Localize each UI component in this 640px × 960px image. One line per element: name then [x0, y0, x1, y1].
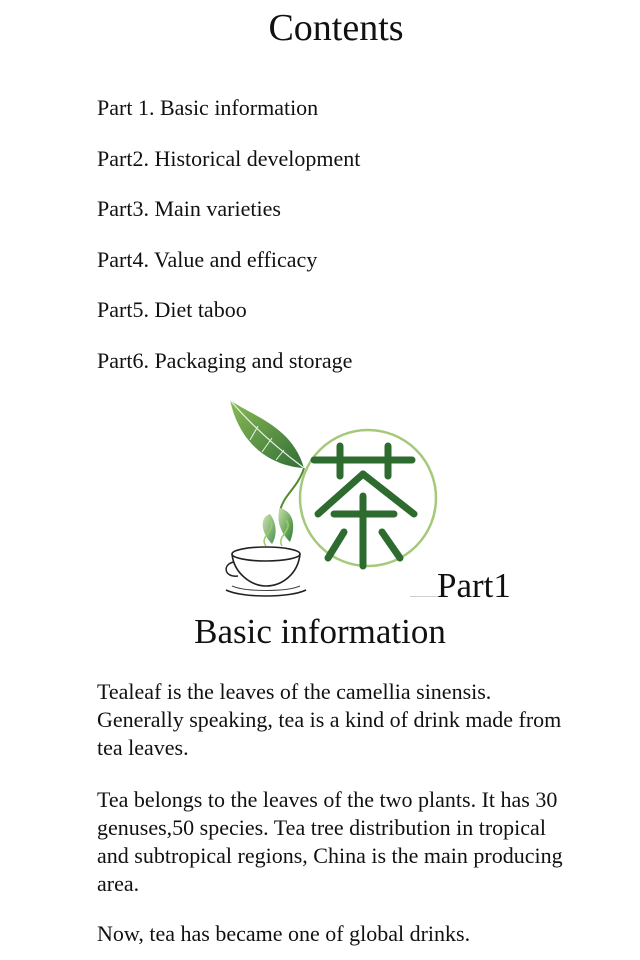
toc-item-part3: Part3. Main varieties — [97, 196, 281, 222]
section-title: Basic information — [194, 612, 446, 651]
paragraph-1: Tealeaf is the leaves of the camellia sinensis. Generally speaking, tea is a kind of drink made from tea leaves. — [97, 679, 562, 760]
toc-item-part5: Part5. Diet taboo — [97, 297, 247, 323]
contents-title: Contents — [268, 7, 404, 49]
toc-item-part4: Part4. Value and efficacy — [97, 246, 318, 272]
paragraph-3: Now, tea has became one of global drinks. — [97, 921, 471, 946]
part-label: Part1 — [437, 566, 511, 605]
table-of-contents — [97, 94, 360, 398]
part-divider — [410, 596, 438, 597]
toc-item-part2: Part2. Historical development — [97, 145, 361, 171]
paragraph-2: Tea belongs to the leaves of the two plants. It has 30 genuses,50 species. Tea tree distribution in tropical and subtropical regions, China is the main producing area. — [97, 787, 563, 896]
toc-item-part6: Part6. Packaging and storage — [97, 347, 353, 373]
toc-item-part1: Part 1. Basic information — [97, 95, 319, 120]
tea-logo-icon — [222, 396, 444, 604]
